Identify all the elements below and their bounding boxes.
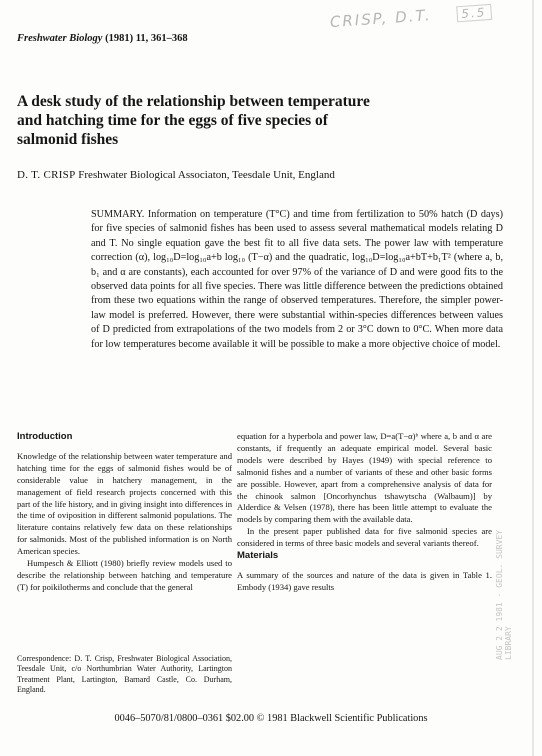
article-title: A desk study of the relationship between temperature and hatching time for the eggs of five species of salmonid fishes [17, 93, 370, 148]
author-affiliation: Freshwater Biological Associaton, Teesdale Unit, England [75, 169, 335, 181]
page-edge-shadow [532, 0, 534, 756]
abstract: SUMMARY. Information on temperature (T°C) and time from fertilization to 50% hatch (D days) for five species of salmonid fishes has been used to assess several mathematical models relating D and T. No single equation gave the best fit to all five data sets. The power law with temperature correction (α), log₁₀D=log₁₀a+b log₁₀ (T−α) and the quadratic, log₁₀D=log₁₀a+bT+b₁T² (where a, b, b₁ and α are constants), each accounted for over 97% of the variance of D and were good fits to the observed data points for all five species. There was little difference between the predictions obtained from these two equations within the range of observed temperatures. Therefore, the simpler power-law model is preferred. However, there were substantial within-species differences between values of D predicted from extrapolations of the two models from 2 or 3°C down to 0°C. When more data for low temperatures become available it will be possible to make a more objective choice of model. [91, 209, 503, 350]
correspondence-note: Correspondence: D. T. Crisp, Freshwater Biological Association, Teesdale Unit, c/o Northumbrian Water Authority, Lartington Treatment Plant, Lartington, Barnard Castle, Co. Durham, England. [17, 654, 232, 695]
author-name: D. T. CRISP [17, 169, 76, 181]
introduction-heading: Introduction [17, 431, 73, 442]
left-column [17, 431, 232, 594]
intro-paragraph-3: equation for a hyperbola and power law, D=a(T−α)ᵇ where a, b and α are constants, if frequently an adequate empirical model. Several basic models were described by Hayes (1949) with special reference to salmonid fishes and a number of variants of these and other basic forms are possible. However, apart from a comprehensive analysis of data for the chinook salmon [Oncorhynchus tshawytscha (Walbaum)] by Alderdice & Velsen (1978), there has been little attempt to evaluate the models by comparing them with the available data. [237, 431, 492, 525]
handwritten-note: CRISP, D.T. [329, 6, 433, 32]
intro-paragraph-2: Humpesch & Elliott (1980) briefly review models used to describe the relationship between hatching and temperature (T) for poikilotherms and conclude that the general [17, 558, 232, 592]
journal-reference: (1981) 11, 361–368 [102, 33, 188, 44]
byline [17, 168, 487, 182]
handwritten-mark: 5.5 [456, 4, 492, 22]
handwritten-annotation [329, 0, 535, 39]
materials-paragraph-1: A summary of the sources and nature of the data is given in Table 1. Embody (1934) gave results [237, 569, 492, 592]
journal-name: Freshwater Biology [17, 33, 103, 44]
materials-heading: Materials [237, 550, 279, 562]
journal-citation [17, 33, 188, 44]
intro-paragraph-1: Knowledge of the relationship between water temperature and hatching time for the eggs of salmonid fishes would be of considerable value in hatchery management, in the management of field research projects concerned with this part of the life history, and in giving insight into differences in the time of oviposition in different salmonid populations. The literature contains relatively few data on these relationships for salmonids. Most of the published information is on North American species. [17, 450, 232, 557]
library-stamp: AUG 2 2 1981 · GEOL. SURVEY LIBRARY [495, 529, 513, 660]
intro-paragraph-4: In the present paper published data for five salmonid species are considered in terms of three basic models and several variants thereof. [237, 526, 492, 549]
right-column [237, 431, 492, 594]
copyright-footer: 0046–5070/81/0800–0361 $02.00 © 1981 Blackwell Scientific Publications [114, 713, 428, 724]
